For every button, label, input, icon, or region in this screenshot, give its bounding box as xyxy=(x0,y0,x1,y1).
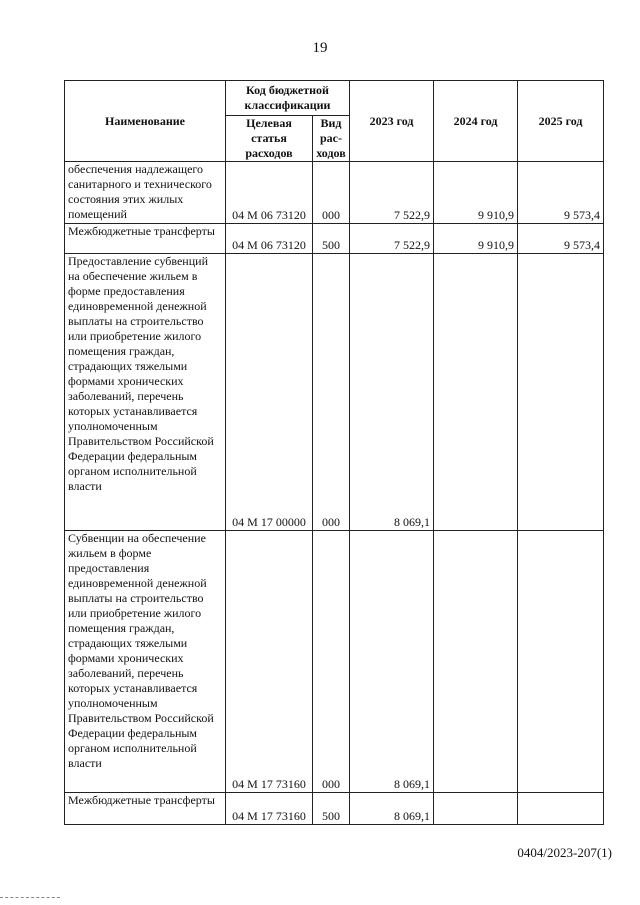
table-row xyxy=(65,254,604,531)
table-row xyxy=(65,162,604,224)
row-name: Предоставление субвенций на обеспечение жильем в форме предоставления единовременной денежной выплаты на строительство или приобретение жилого помещения граждан, страдающих тяжелыми формами хронических заболеваний, перечень которых устанавливается уполномоченным Правительством Российской Федерации федеральным органом исполнительной власти xyxy=(65,254,226,531)
row-target-article: 04 М 06 73120 xyxy=(226,162,313,224)
header-name: Наименование xyxy=(65,81,226,162)
row-name: обеспечения надлежащего санитарного и технического состояния этих жилых помещений xyxy=(65,162,226,224)
row-value-2024 xyxy=(434,531,518,793)
row-target-article: 04 М 17 73160 xyxy=(226,531,313,793)
page-number: 19 xyxy=(312,40,328,56)
row-value-2023: 7 522,9 xyxy=(350,224,434,254)
row-value-2023: 8 069,1 xyxy=(350,254,434,531)
margin-dash-divider xyxy=(0,897,60,898)
budget-table xyxy=(64,80,604,825)
header-code-group: Код бюджетной классификации xyxy=(226,81,350,116)
row-name: Межбюджетные трансферты xyxy=(65,793,226,825)
row-value-2025 xyxy=(518,531,604,793)
header-year-2025: 2025 год xyxy=(518,81,604,162)
row-value-2025: 9 573,4 xyxy=(518,162,604,224)
row-target-article: 04 М 17 00000 xyxy=(226,254,313,531)
row-value-2024: 9 910,9 xyxy=(434,162,518,224)
row-value-2024: 9 910,9 xyxy=(434,224,518,254)
table-row xyxy=(65,531,604,793)
row-value-2023: 7 522,9 xyxy=(350,162,434,224)
row-value-2025: 9 573,4 xyxy=(518,224,604,254)
row-value-2023: 8 069,1 xyxy=(350,531,434,793)
row-target-article: 04 М 17 73160 xyxy=(226,793,313,825)
header-year-2024: 2024 год xyxy=(434,81,518,162)
row-expense-type: 500 xyxy=(313,224,350,254)
row-expense-type: 000 xyxy=(313,162,350,224)
row-value-2024 xyxy=(434,254,518,531)
row-target-article: 04 М 06 73120 xyxy=(226,224,313,254)
row-value-2023: 8 069,1 xyxy=(350,793,434,825)
row-name: Субвенции на обеспечение жильем в форме предоставления единовременной денежной выплаты на строительство или приобретение жилого помещения граждан, страдающих тяжелыми формами хронических заболеваний, перечень которых устанавливается уполномоченным Правительством Российской Федерации федеральным органом исполнительной власти xyxy=(65,531,226,793)
table-row xyxy=(65,224,604,254)
row-value-2024 xyxy=(434,793,518,825)
table-row xyxy=(65,793,604,825)
header-target-article: Целевая статья расходов xyxy=(226,116,313,162)
row-expense-type: 000 xyxy=(313,254,350,531)
row-expense-type: 500 xyxy=(313,793,350,825)
row-value-2025 xyxy=(518,793,604,825)
row-name: Межбюджетные трансферты xyxy=(65,224,226,254)
document-code: 0404/2023-207(1) xyxy=(517,845,612,860)
row-expense-type: 000 xyxy=(313,531,350,793)
header-expense-type: Вид рас-ходов xyxy=(313,116,350,162)
row-value-2025 xyxy=(518,254,604,531)
header-year-2023: 2023 год xyxy=(350,81,434,162)
